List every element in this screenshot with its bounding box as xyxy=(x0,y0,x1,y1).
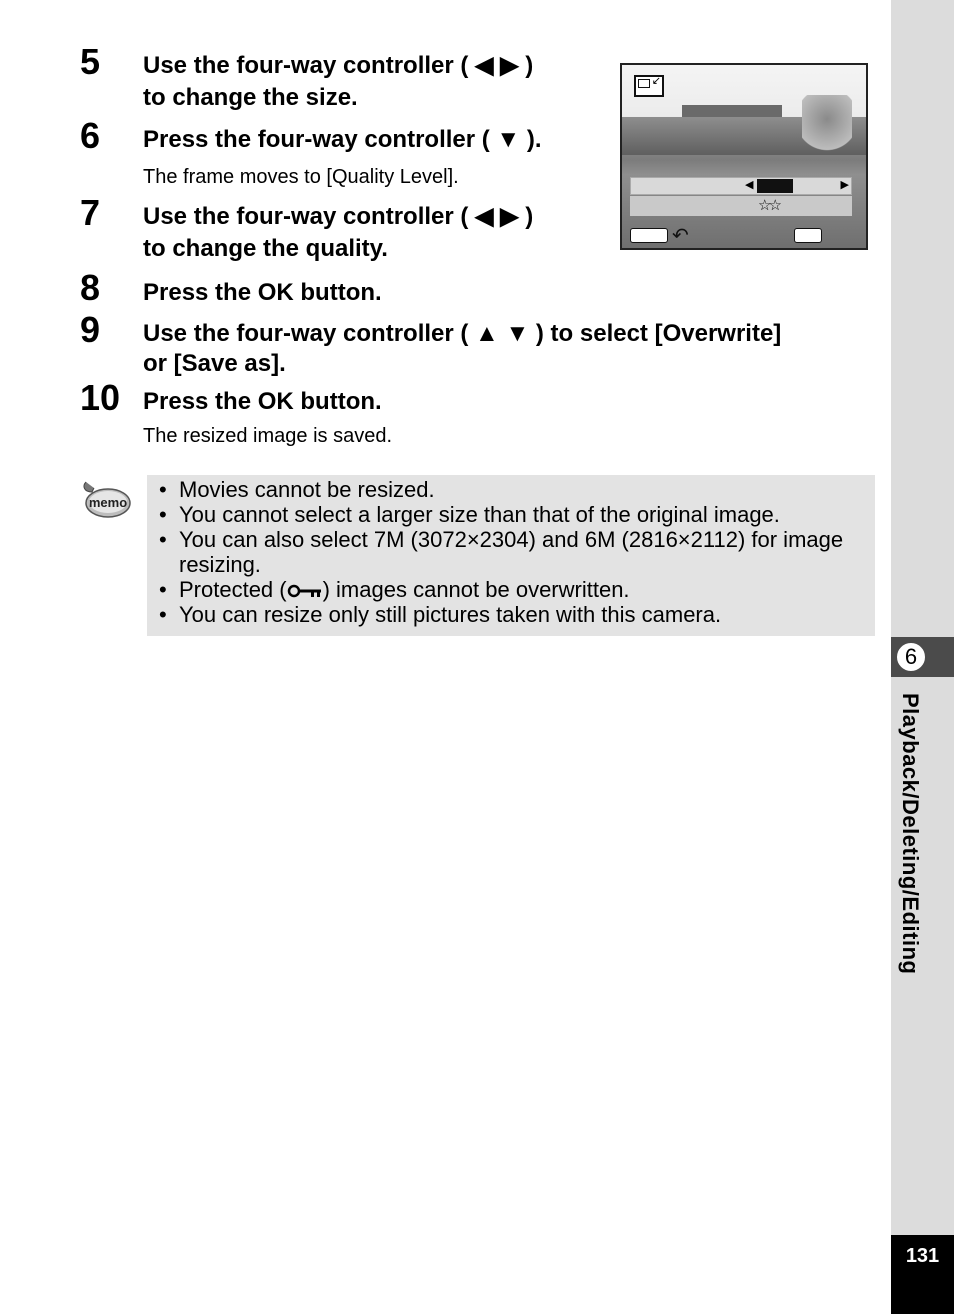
step-7-text xyxy=(143,201,533,265)
step-5-text xyxy=(143,50,533,114)
right-arrow-icon: ▶ xyxy=(840,179,849,191)
step-8-number: 8 xyxy=(80,267,101,308)
step-7-line-1: Use the four-way controller ( ◀ ▶ ) xyxy=(143,203,534,230)
step-10-number: 10 xyxy=(80,377,121,418)
step-10-text: Press the OK button. xyxy=(143,388,382,415)
memo-icon xyxy=(80,478,132,524)
step-5-number: 5 xyxy=(80,41,101,82)
step-5-line-2: to change the size. xyxy=(143,84,358,111)
memo-item-protected xyxy=(147,577,875,602)
step-7-line-2: to change the quality. xyxy=(143,235,388,262)
step-6-subtext: The frame moves to [Quality Level]. xyxy=(143,166,459,188)
step-9-text xyxy=(143,318,781,380)
step-5-line-1: Use the four-way controller ( ◀ ▶ ) xyxy=(143,52,534,79)
memo-icon-label: memo xyxy=(88,495,128,510)
camera-screen-illustration xyxy=(620,63,868,250)
chapter-label: Playback/Deleting/Editing xyxy=(898,693,923,975)
step-10-subtext: The resized image is saved. xyxy=(143,425,393,447)
page-number: 131 xyxy=(891,1235,954,1314)
memo-item: • You cannot select a larger size than that of the original image. xyxy=(147,502,875,527)
memo-item: • You can also select 7M (3072×2304) and 6M (2816×2112) for image resizing. xyxy=(147,527,875,577)
step-9-line-1: Use the four-way controller ( ▲ ▼ ) to select [Overwrite] xyxy=(143,320,782,347)
memo-item: • You can resize only still pictures taken with this camera. xyxy=(147,602,875,627)
back-icon: ↶ xyxy=(672,225,689,247)
side-tab xyxy=(891,0,954,1314)
memo-list xyxy=(147,477,875,627)
key-icon xyxy=(287,584,323,598)
step-6-number: 6 xyxy=(80,115,101,156)
left-arrow-icon: ◀ xyxy=(745,179,754,191)
memo-box xyxy=(147,475,875,636)
chapter-number: 6 xyxy=(895,641,927,673)
quality-stars: ☆☆ xyxy=(758,197,779,214)
memo-item: • Movies cannot be resized. xyxy=(147,477,875,502)
memo-item-protected-prefix: Protected ( xyxy=(179,577,287,602)
step-7-number: 7 xyxy=(80,192,101,233)
menu-button-indicator xyxy=(630,228,668,243)
step-9-number: 9 xyxy=(80,309,101,350)
quality-level-bar xyxy=(630,196,852,216)
resize-icon xyxy=(634,75,664,97)
step-9-line-2: or [Save as]. xyxy=(143,350,286,377)
step-6-text: Press the four-way controller ( ▼ ). xyxy=(143,126,542,153)
ok-button-indicator xyxy=(794,228,822,243)
memo-item-protected-suffix: ) images cannot be overwritten. xyxy=(322,577,630,602)
tree xyxy=(802,95,852,155)
size-selector-bar xyxy=(630,177,852,195)
step-8-text: Press the OK button. xyxy=(143,279,382,306)
size-selection-highlight xyxy=(757,179,793,193)
